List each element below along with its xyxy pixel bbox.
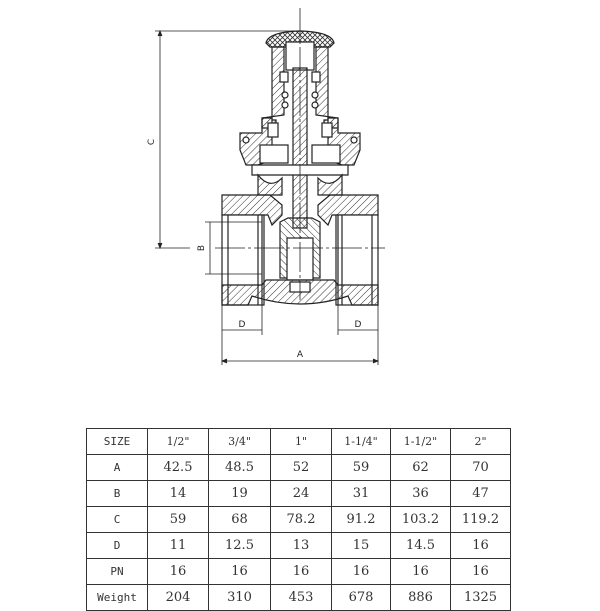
table-row xyxy=(87,507,511,533)
table-cell: 11 xyxy=(148,533,209,559)
table-cell: 19 xyxy=(209,481,271,507)
table-row xyxy=(87,481,511,507)
row-label: D xyxy=(87,533,148,559)
table-cell: 16 xyxy=(451,559,511,585)
dimension-d-right-label: D xyxy=(354,320,362,330)
table-cell: 453 xyxy=(271,585,332,611)
table-cell: 47 xyxy=(451,481,511,507)
dimension-b-label: B xyxy=(197,244,207,252)
table-cell: 59 xyxy=(332,455,391,481)
table-row xyxy=(87,559,511,585)
table-header-cell: 1-1/2" xyxy=(391,429,451,455)
table-cell: 36 xyxy=(391,481,451,507)
table-header-cell: 1-1/4" xyxy=(332,429,391,455)
table-cell: 16 xyxy=(391,559,451,585)
table-header-cell: 1" xyxy=(271,429,332,455)
table-header-cell: 3/4" xyxy=(209,429,271,455)
table-cell: 14 xyxy=(148,481,209,507)
table-header-row xyxy=(87,429,511,455)
table-cell: 16 xyxy=(332,559,391,585)
table-cell: 59 xyxy=(148,507,209,533)
table-cell: 70 xyxy=(451,455,511,481)
row-label: A xyxy=(87,455,148,481)
table-cell: 78.2 xyxy=(271,507,332,533)
table-cell: 31 xyxy=(332,481,391,507)
table-cell: 678 xyxy=(332,585,391,611)
table-cell: 886 xyxy=(391,585,451,611)
table-cell: 15 xyxy=(332,533,391,559)
table-cell: 14.5 xyxy=(391,533,451,559)
dimension-c-label: C xyxy=(147,138,157,146)
dimension-d-left-label: D xyxy=(238,320,246,330)
dimension-a-label: A xyxy=(296,350,304,360)
table-cell: 119.2 xyxy=(451,507,511,533)
row-label: B xyxy=(87,481,148,507)
table-cell: 16 xyxy=(148,559,209,585)
table-cell: 12.5 xyxy=(209,533,271,559)
row-label: PN xyxy=(87,559,148,585)
table-header-cell: 2" xyxy=(451,429,511,455)
row-label: Weight xyxy=(87,585,148,611)
table-cell: 16 xyxy=(451,533,511,559)
table-cell: 1325 xyxy=(451,585,511,611)
row-label: C xyxy=(87,507,148,533)
table-cell: 68 xyxy=(209,507,271,533)
dimensions-table xyxy=(86,428,511,611)
table-row xyxy=(87,455,511,481)
table-cell: 24 xyxy=(271,481,332,507)
table-cell: 48.5 xyxy=(209,455,271,481)
table-cell: 16 xyxy=(271,559,332,585)
table-header-cell: 1/2" xyxy=(148,429,209,455)
table-cell: 42.5 xyxy=(148,455,209,481)
table-cell: 310 xyxy=(209,585,271,611)
table-row xyxy=(87,533,511,559)
table-cell: 103.2 xyxy=(391,507,451,533)
table-header-label: SIZE xyxy=(87,429,148,455)
table-cell: 52 xyxy=(271,455,332,481)
table-cell: 62 xyxy=(391,455,451,481)
table-row xyxy=(87,585,511,611)
table-cell: 13 xyxy=(271,533,332,559)
table-cell: 91.2 xyxy=(332,507,391,533)
table-cell: 204 xyxy=(148,585,209,611)
table-cell: 16 xyxy=(209,559,271,585)
